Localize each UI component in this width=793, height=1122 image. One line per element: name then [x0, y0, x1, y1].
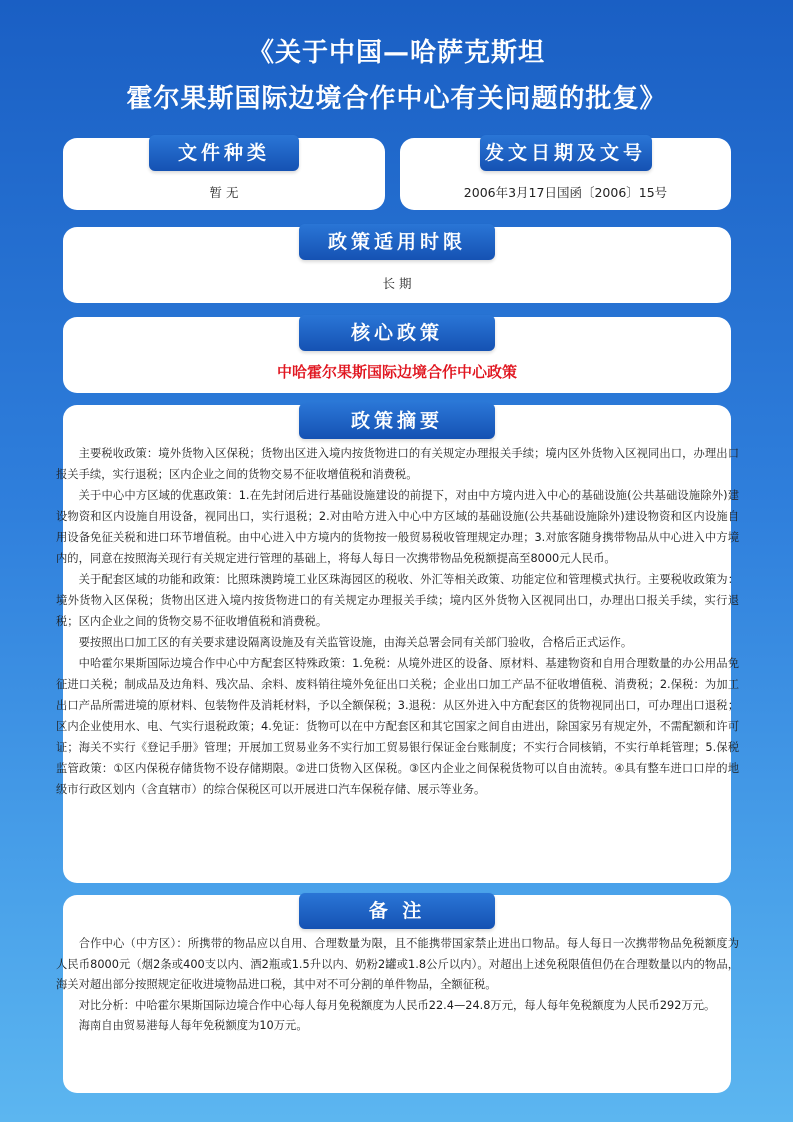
summary-paragraph: 中哈霍尔果斯国际边境合作中心中方配套区特殊政策：1.免税：从境外进区的设备、原材料、基建物资和自用合理数量的办公用品免征进口关税；制成品及边角料、残次品、余料、废料销往境外免征出口关税；企业出口加工产品不征收增值税、消费税；2.保税：为加工出口产品所需进境的原材料、包装物件及消耗材料，予以全额保税；3.退税：从区外进入中方配套区的货物视同出口，可办理出口退税；区内企业使用水、电、气实行退税政策；4.免证：货物可以在中方配套区和其它国家之间自由进出，除国家另有规定外，不需配额和许可证；海关不实行《登记手册》管理；开展加工贸易业务不实行加工贸易银行保证金台账制度；不实行合同核销，不实行单耗管理；5.保税监管政策：①区内保税存储货物不设存储期限。②进口货物入区保税。③区内企业之间保税货物可以自由流转。④具有整车进口口岸的地级市行政区划内（含直辖市）的综合保税区可以开展进口汽车保税存储、展示等业务。 [56, 657, 739, 796]
notes-paragraph: 对比分析：中哈霍尔果斯国际边境合作中心每人每月免税额度为人民币22.4—24.8万元，每人每年免税额度为人民币292万元。 [78, 998, 716, 1012]
notes-body [56, 934, 739, 1037]
page-title [0, 30, 793, 122]
validity-value: 长 期 [382, 276, 412, 291]
summary-body [56, 443, 739, 800]
issue-info-value: 2006年3月17日国函〔2006〕15号 [463, 185, 668, 200]
notes-paragraph: 合作中心（中方区）：所携带的物品应以自用、合理数量为限，且不能携带国家禁止进出口物品。每人每日一次携带物品免税额度为人民币8000元（烟2条或400支以内、酒2瓶或1.5升以内、奶粉2罐或1.8公斤以内）。对超出上述免税限值但仍在合理数量以内的物品，海关对超出部分按照规定征收进境物品进口税，其中对不可分割的单件物品，全额征税。 [56, 937, 739, 991]
issue-info-label: 发文日期及文号 [480, 135, 652, 171]
title-line-2: 霍尔果斯国际边境合作中心有关问题的批复》 [126, 84, 667, 114]
title-line-1: 《关于中国—哈萨克斯坦 [247, 38, 545, 68]
file-type-value: 暂 无 [209, 185, 239, 200]
summary-paragraph: 要按照出口加工区的有关要求建设隔离设施及有关监管设施，由海关总署会同有关部门验收，合格后正式运作。 [78, 636, 633, 649]
file-type-label: 文件种类 [149, 135, 299, 171]
summary-paragraph: 主要税收政策：境外货物入区保税；货物出区进入境内按货物进口的有关规定办理报关手续；境内区外货物入区视同出口，办理出口报关手续，实行退税；区内企业之间的货物交易不征收增值税和消费税。 [56, 447, 739, 481]
issue-info-card [400, 138, 731, 210]
notes-label: 备 注 [299, 893, 495, 929]
notes-paragraph: 海南自由贸易港每人每年免税额度为10万元。 [78, 1019, 308, 1032]
summary-paragraph: 关于中心中方区域的优惠政策：1.在先封闭后进行基础设施建设的前提下，对由中方境内进入中心的基础设施(公共基础设施除外)建设物资和区内设施自用设备，视同出口，实行退税；2.对由哈方进入中心中方区域的基础设施(公共基础设施除外)建设物资和区内设施自用设备免征关税和进口环节增值税。由中心进入中方境内的货物按一般贸易税收管理规定办理；3.对旅客随身携带物品从中心进入中方境内的，同意在按照海关现行有关规定进行管理的基础上，将每人每日一次携带物品免税额提高至8000元人民币。 [56, 489, 739, 565]
validity-label: 政策适用时限 [299, 224, 495, 260]
validity-card [63, 227, 731, 303]
summary-paragraph: 关于配套区域的功能和政策：比照珠澳跨境工业区珠海园区的税收、外汇等相关政策、功能定位和管理模式执行。主要税收政策为：境外货物入区保税；货物出区进入境内按货物进口的有关规定办理报关手续；境内区外货物入区视同出口，办理出口报关手续，实行退税；区内企业之间的货物交易不征收增值税和消费税。 [56, 573, 739, 628]
file-type-card [63, 138, 385, 210]
core-policy-card [63, 317, 731, 393]
core-policy-value: 中哈霍尔果斯国际边境合作中心政策 [276, 363, 517, 381]
summary-label: 政策摘要 [299, 403, 495, 439]
core-policy-label: 核心政策 [299, 315, 495, 351]
